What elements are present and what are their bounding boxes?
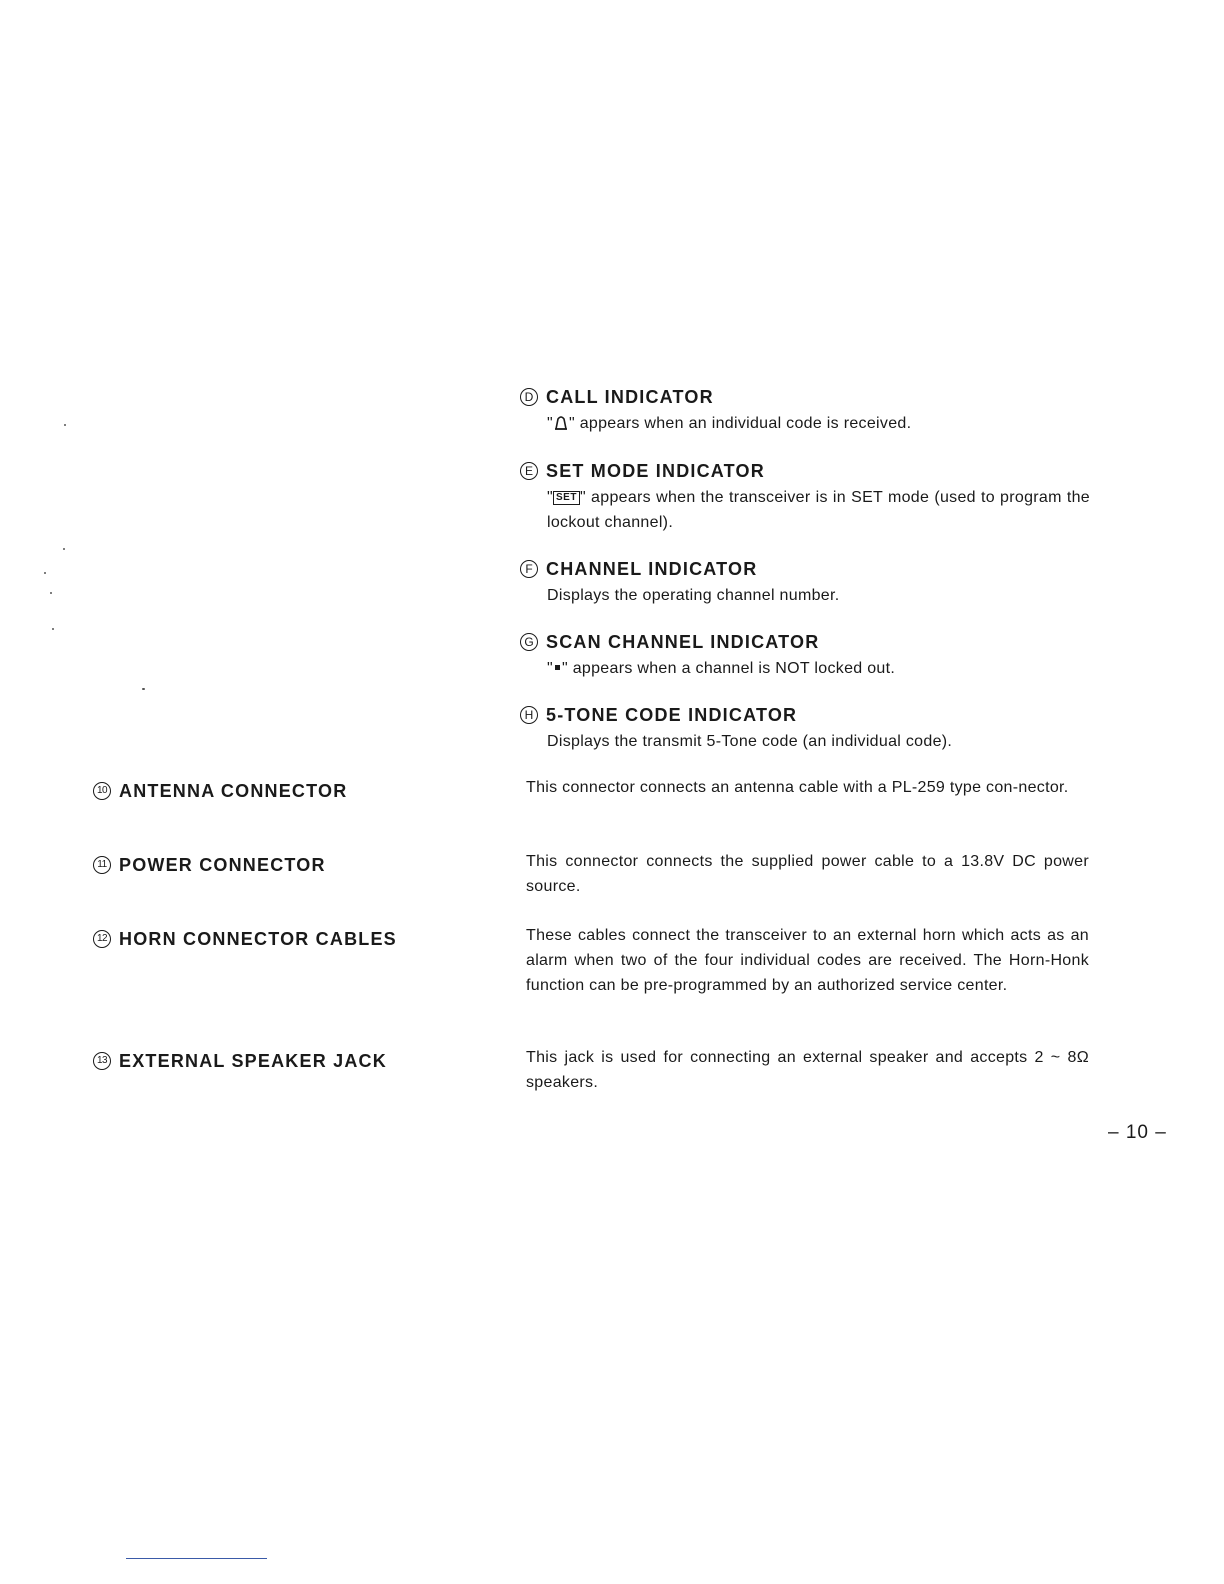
scan-channel-indicator-entry (520, 631, 1090, 681)
set-mode-indicator-entry (520, 460, 1090, 535)
scan-speck (63, 548, 65, 550)
circled-letter-e: E (520, 462, 538, 480)
circled-letter-g: G (520, 633, 538, 651)
scan-channel-indicator-title: SCAN CHANNEL INDICATOR (546, 632, 820, 652)
scan-speck (44, 572, 46, 574)
antenna-connector-description: This connector connects an antenna cable with a PL-259 type con-nector. (526, 779, 1069, 796)
circled-number-13: 13 (93, 1052, 111, 1070)
horn-connector-description: These cables connect the transceiver to an external horn which acts as an alarm when two of the four individual codes are received. The Horn-Honk function can be pre-programmed by an authorized service center. (526, 927, 1089, 994)
circled-number-12: 12 (93, 930, 111, 948)
external-speaker-jack-description: This jack is used for connecting an external speaker and accepts 2 ~ 8Ω speakers. (526, 1049, 1089, 1091)
circled-number-10: 10 (93, 782, 111, 800)
scan-mark (126, 1558, 267, 1559)
five-tone-indicator-entry (520, 704, 1090, 754)
call-indicator-description: " " appears when an individual code is received. (547, 415, 912, 432)
dot-icon (555, 665, 560, 670)
power-connector-description: This connector connects the supplied power cable to a 13.8V DC power source. (526, 853, 1089, 895)
circled-letter-f: F (520, 560, 538, 578)
five-tone-indicator-title: 5-TONE CODE INDICATOR (546, 705, 798, 725)
scan-speck (142, 688, 145, 690)
channel-indicator-description: Displays the operating channel number. (547, 587, 840, 604)
call-indicator-title: CALL INDICATOR (546, 387, 714, 407)
page-number: – 10 – (1108, 1122, 1167, 1143)
circled-letter-h: H (520, 706, 538, 724)
circled-number-11: 11 (93, 856, 111, 874)
scan-speck (50, 592, 52, 594)
circled-letter-d: D (520, 388, 538, 406)
five-tone-indicator-description: Displays the transmit 5-Tone code (an individual code). (547, 733, 953, 750)
channel-indicator-entry (520, 558, 1090, 608)
call-indicator-entry (520, 386, 1090, 436)
channel-indicator-title: CHANNEL INDICATOR (546, 559, 758, 579)
scan-speck (52, 628, 54, 630)
set-symbol-icon: SET (553, 491, 580, 505)
set-mode-indicator-title: SET MODE INDICATOR (546, 461, 765, 481)
power-connector-label: 11 POWER CONNECTOR (93, 854, 493, 876)
horn-connector-label: 12 HORN CONNECTOR CABLES (93, 928, 493, 950)
set-mode-indicator-description: " SET " appears when the transceiver is in SET mode (used to program the lockout channel). (547, 489, 1090, 531)
bell-icon (554, 414, 568, 432)
antenna-connector-label: 10 ANTENNA CONNECTOR (93, 780, 493, 802)
external-speaker-jack-label: 13 EXTERNAL SPEAKER JACK (93, 1050, 493, 1072)
scan-speck (64, 424, 66, 426)
scan-channel-indicator-description: " " appears when a channel is NOT locked out. (547, 660, 896, 677)
